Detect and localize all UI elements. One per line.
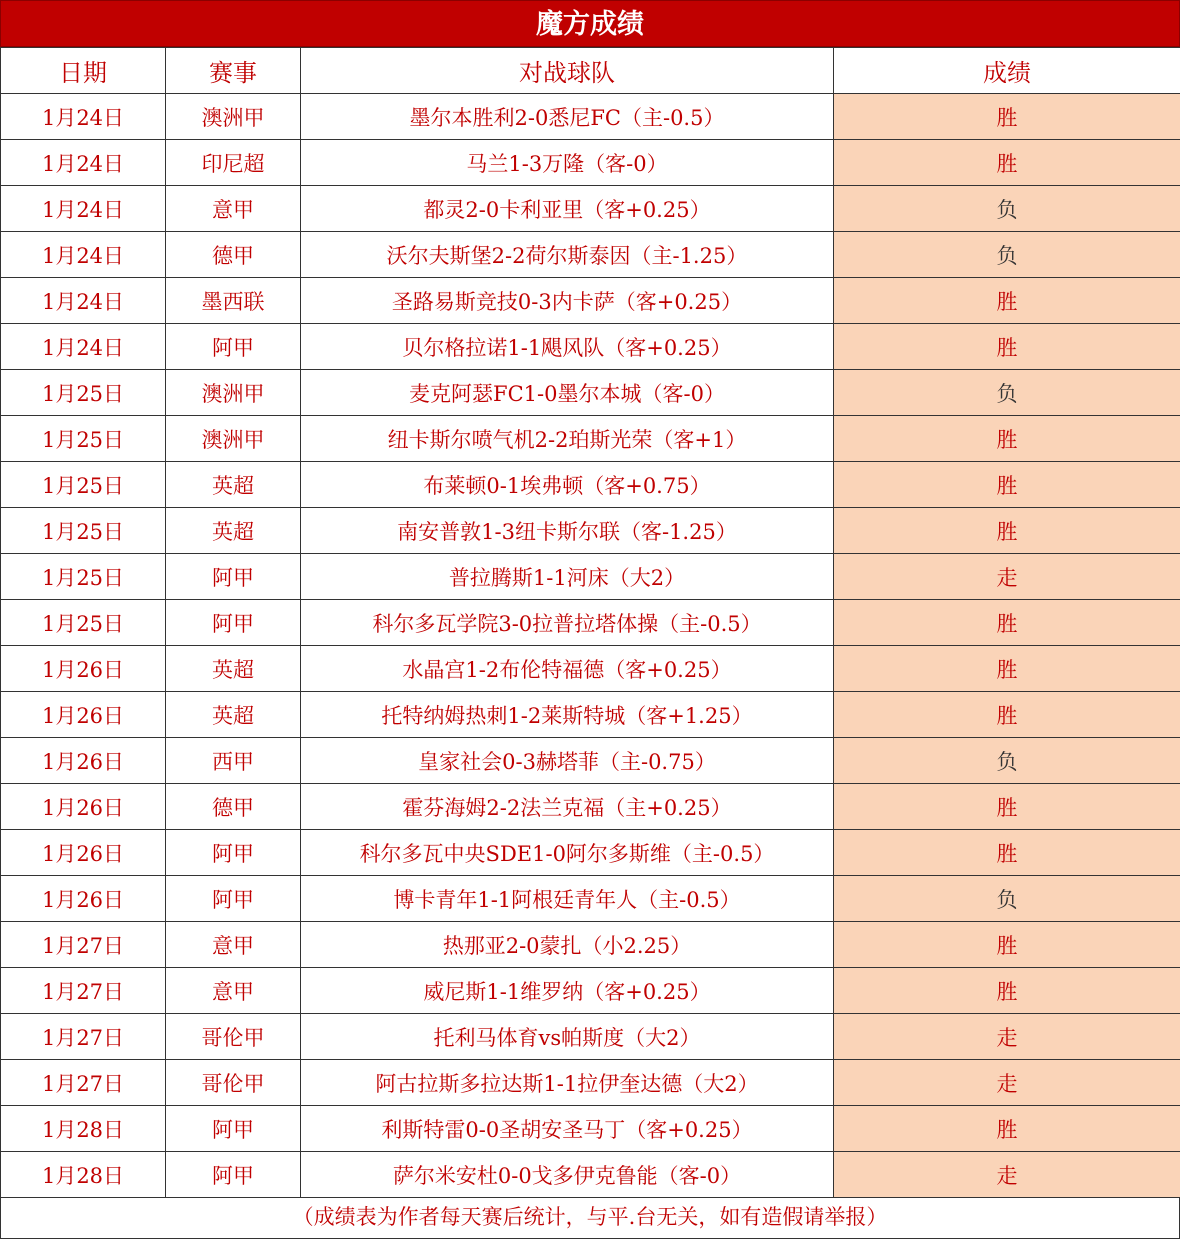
cell-result: 胜	[834, 94, 1180, 140]
header-league: 赛事	[166, 48, 301, 94]
cell-date: 1月26日	[1, 738, 166, 784]
table-row	[1, 1106, 1180, 1152]
header-result: 成绩	[834, 48, 1180, 94]
table-row	[1, 738, 1180, 784]
cell-league: 哥伦甲	[166, 1014, 301, 1060]
cell-match: 利斯特雷0-0圣胡安圣马丁（客+0.25）	[301, 1106, 834, 1152]
cell-date: 1月25日	[1, 462, 166, 508]
cell-date: 1月27日	[1, 968, 166, 1014]
cell-league: 阿甲	[166, 1152, 301, 1198]
cell-match: 沃尔夫斯堡2-2荷尔斯泰因（主-1.25）	[301, 232, 834, 278]
cell-match: 马兰1-3万隆（客-0）	[301, 140, 834, 186]
footer-note: （成绩表为作者每天赛后统计，与平.台无关，如有造假请举报）	[0, 1198, 1180, 1239]
cell-match: 贝尔格拉诺1-1飓风队（客+0.25）	[301, 324, 834, 370]
cell-result: 胜	[834, 416, 1180, 462]
cell-result: 负	[834, 232, 1180, 278]
cell-league: 德甲	[166, 784, 301, 830]
cell-match: 博卡青年1-1阿根廷青年人（主-0.5）	[301, 876, 834, 922]
cell-league: 意甲	[166, 186, 301, 232]
cell-result: 胜	[834, 600, 1180, 646]
table-row	[1, 94, 1180, 140]
table-row	[1, 968, 1180, 1014]
table-row	[1, 1152, 1180, 1198]
cell-date: 1月25日	[1, 600, 166, 646]
table-row	[1, 1014, 1180, 1060]
sheet-title: 魔方成绩	[0, 0, 1180, 47]
cell-date: 1月25日	[1, 416, 166, 462]
table-row	[1, 232, 1180, 278]
cell-date: 1月26日	[1, 876, 166, 922]
cell-result: 胜	[834, 1106, 1180, 1152]
cell-league: 澳洲甲	[166, 94, 301, 140]
results-table	[0, 47, 1180, 1198]
cell-match: 南安普敦1-3纽卡斯尔联（客-1.25）	[301, 508, 834, 554]
cell-result: 胜	[834, 324, 1180, 370]
cell-league: 德甲	[166, 232, 301, 278]
table-row	[1, 186, 1180, 232]
cell-league: 意甲	[166, 968, 301, 1014]
cell-result: 胜	[834, 922, 1180, 968]
cell-match: 阿古拉斯多拉达斯1-1拉伊奎达德（大2）	[301, 1060, 834, 1106]
header-match: 对战球队	[301, 48, 834, 94]
cell-league: 墨西联	[166, 278, 301, 324]
cell-match: 托特纳姆热刺1-2莱斯特城（客+1.25）	[301, 692, 834, 738]
cell-result: 走	[834, 554, 1180, 600]
cell-date: 1月28日	[1, 1152, 166, 1198]
table-row	[1, 692, 1180, 738]
cell-result: 胜	[834, 140, 1180, 186]
cell-match: 热那亚2-0蒙扎（小2.25）	[301, 922, 834, 968]
cell-league: 西甲	[166, 738, 301, 784]
cell-result: 胜	[834, 784, 1180, 830]
cell-date: 1月27日	[1, 1014, 166, 1060]
cell-league: 阿甲	[166, 830, 301, 876]
cell-result: 胜	[834, 968, 1180, 1014]
table-row	[1, 554, 1180, 600]
table-row	[1, 278, 1180, 324]
cell-result: 走	[834, 1060, 1180, 1106]
cell-league: 澳洲甲	[166, 370, 301, 416]
cell-league: 英超	[166, 646, 301, 692]
cell-match: 水晶宫1-2布伦特福德（客+0.25）	[301, 646, 834, 692]
cell-result: 负	[834, 370, 1180, 416]
cell-match: 科尔多瓦中央SDE1-0阿尔多斯维（主-0.5）	[301, 830, 834, 876]
cell-match: 纽卡斯尔喷气机2-2珀斯光荣（客+1）	[301, 416, 834, 462]
cell-result: 胜	[834, 692, 1180, 738]
cell-result: 负	[834, 876, 1180, 922]
cell-match: 科尔多瓦学院3-0拉普拉塔体操（主-0.5）	[301, 600, 834, 646]
cell-date: 1月27日	[1, 922, 166, 968]
table-row	[1, 830, 1180, 876]
cell-league: 阿甲	[166, 1106, 301, 1152]
cell-date: 1月24日	[1, 140, 166, 186]
cell-date: 1月24日	[1, 324, 166, 370]
table-row	[1, 370, 1180, 416]
results-body	[1, 94, 1180, 1198]
cell-date: 1月26日	[1, 646, 166, 692]
header-row	[1, 48, 1180, 94]
cell-match: 墨尔本胜利2-0悉尼FC（主-0.5）	[301, 94, 834, 140]
cell-league: 意甲	[166, 922, 301, 968]
cell-league: 阿甲	[166, 600, 301, 646]
cell-match: 萨尔米安杜0-0戈多伊克鲁能（客-0）	[301, 1152, 834, 1198]
cell-league: 英超	[166, 462, 301, 508]
table-row	[1, 416, 1180, 462]
cell-result: 胜	[834, 508, 1180, 554]
cell-date: 1月26日	[1, 784, 166, 830]
cell-result: 负	[834, 186, 1180, 232]
cell-match: 霍芬海姆2-2法兰克福（主+0.25）	[301, 784, 834, 830]
cell-match: 威尼斯1-1维罗纳（客+0.25）	[301, 968, 834, 1014]
cell-league: 阿甲	[166, 554, 301, 600]
cell-date: 1月24日	[1, 232, 166, 278]
cell-date: 1月25日	[1, 370, 166, 416]
table-row	[1, 1060, 1180, 1106]
cell-league: 哥伦甲	[166, 1060, 301, 1106]
header-date: 日期	[1, 48, 166, 94]
cell-date: 1月24日	[1, 278, 166, 324]
cell-league: 阿甲	[166, 876, 301, 922]
cell-league: 澳洲甲	[166, 416, 301, 462]
table-row	[1, 876, 1180, 922]
cell-match: 都灵2-0卡利亚里（客+0.25）	[301, 186, 834, 232]
cell-match: 麦克阿瑟FC1-0墨尔本城（客-0）	[301, 370, 834, 416]
table-row	[1, 600, 1180, 646]
cell-result: 走	[834, 1014, 1180, 1060]
cell-league: 英超	[166, 692, 301, 738]
table-row	[1, 140, 1180, 186]
cell-result: 胜	[834, 646, 1180, 692]
cell-date: 1月24日	[1, 186, 166, 232]
cell-league: 印尼超	[166, 140, 301, 186]
cell-match: 布莱顿0-1埃弗顿（客+0.75）	[301, 462, 834, 508]
table-row	[1, 646, 1180, 692]
cell-date: 1月26日	[1, 830, 166, 876]
cell-match: 圣路易斯竞技0-3内卡萨（客+0.25）	[301, 278, 834, 324]
table-row	[1, 508, 1180, 554]
table-row	[1, 462, 1180, 508]
cell-match: 托利马体育vs帕斯度（大2）	[301, 1014, 834, 1060]
cell-result: 胜	[834, 830, 1180, 876]
cell-result: 胜	[834, 278, 1180, 324]
table-row	[1, 324, 1180, 370]
cell-league: 阿甲	[166, 324, 301, 370]
table-row	[1, 922, 1180, 968]
cell-result: 负	[834, 738, 1180, 784]
cell-date: 1月27日	[1, 1060, 166, 1106]
cell-date: 1月28日	[1, 1106, 166, 1152]
table-row	[1, 784, 1180, 830]
cell-result: 胜	[834, 462, 1180, 508]
cell-date: 1月26日	[1, 692, 166, 738]
cell-date: 1月25日	[1, 508, 166, 554]
cell-result: 走	[834, 1152, 1180, 1198]
cell-match: 皇家社会0-3赫塔菲（主-0.75）	[301, 738, 834, 784]
cell-date: 1月24日	[1, 94, 166, 140]
cell-match: 普拉腾斯1-1河床（大2）	[301, 554, 834, 600]
cell-date: 1月25日	[1, 554, 166, 600]
cell-league: 英超	[166, 508, 301, 554]
